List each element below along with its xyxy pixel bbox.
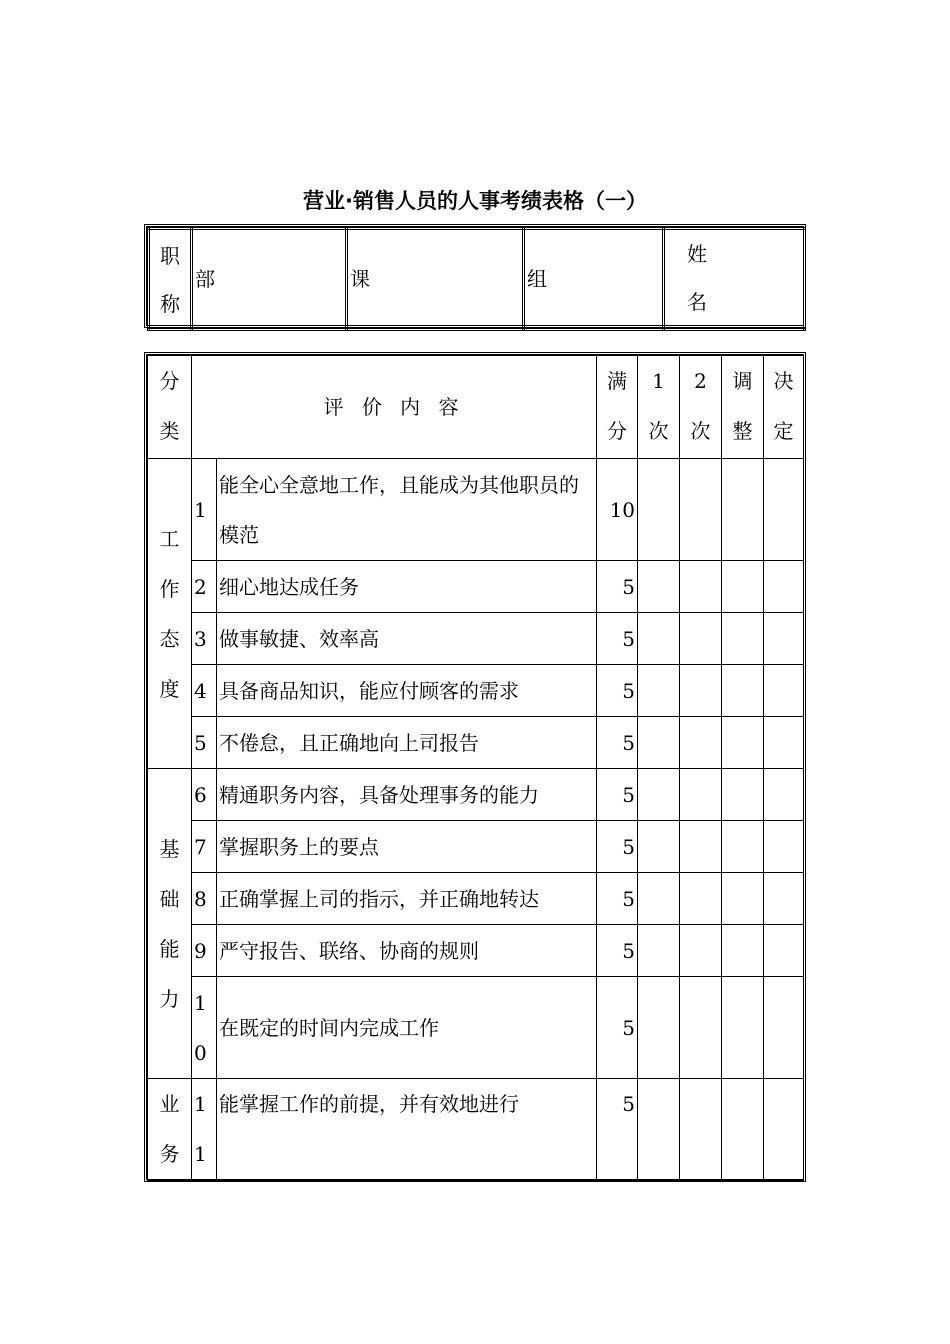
row-content: 细心地达成任务: [217, 561, 597, 613]
score-cell[interactable]: [638, 717, 680, 769]
score-cell[interactable]: [764, 717, 804, 769]
score-cell[interactable]: [722, 561, 764, 613]
row-score: 5: [597, 1079, 638, 1181]
score-cell[interactable]: [764, 665, 804, 717]
score-cell[interactable]: [722, 769, 764, 821]
row-content: 能掌握工作的前提，并有效地进行: [217, 1079, 597, 1181]
row-no: 4: [192, 665, 217, 717]
score-cell[interactable]: [764, 821, 804, 873]
col-second: 2次: [690, 369, 711, 443]
section-label: 课: [350, 267, 370, 291]
row-no: 1: [192, 459, 217, 561]
score-cell[interactable]: [722, 821, 764, 873]
score-cell[interactable]: [722, 717, 764, 769]
dept-label: 部: [195, 267, 215, 291]
dept-field[interactable]: [192, 229, 347, 330]
score-cell[interactable]: [638, 459, 680, 561]
score-cell[interactable]: [680, 561, 722, 613]
score-cell[interactable]: [722, 977, 764, 1079]
score-cell[interactable]: [680, 613, 722, 665]
row-no: 6: [192, 769, 217, 821]
score-cell[interactable]: [722, 925, 764, 977]
col-adjust: 调整: [732, 369, 753, 443]
score-cell[interactable]: [764, 459, 804, 561]
score-cell[interactable]: [764, 769, 804, 821]
row-content: 做事敏捷、效率高: [217, 613, 597, 665]
row-content: 不倦怠，且正确地向上司报告: [217, 717, 597, 769]
score-cell[interactable]: [764, 977, 804, 1079]
score-cell[interactable]: [680, 665, 722, 717]
row-no: 5: [192, 717, 217, 769]
row-content: 掌握职务上的要点: [217, 821, 597, 873]
score-cell[interactable]: [638, 613, 680, 665]
row-no: 2: [192, 561, 217, 613]
row-score: 5: [597, 873, 638, 925]
row-score: 10: [597, 459, 638, 561]
score-cell[interactable]: [638, 873, 680, 925]
row-content: 正确掌握上司的指示，并正确地转达: [217, 873, 597, 925]
row-score: 5: [597, 561, 638, 613]
score-cell[interactable]: [638, 821, 680, 873]
col-content: 评 价 内 容: [192, 356, 597, 459]
col-full: 满分: [607, 369, 628, 443]
score-cell[interactable]: [638, 665, 680, 717]
score-cell[interactable]: [680, 925, 722, 977]
score-cell[interactable]: [638, 561, 680, 613]
score-cell[interactable]: [680, 1079, 722, 1181]
score-cell[interactable]: [680, 769, 722, 821]
score-cell[interactable]: [680, 459, 722, 561]
row-score: 5: [597, 613, 638, 665]
row-no: 11: [192, 1079, 217, 1181]
row-no: 8: [192, 873, 217, 925]
score-cell[interactable]: [638, 977, 680, 1079]
name-field[interactable]: [664, 229, 805, 330]
row-no: 10: [192, 977, 217, 1079]
col-category: 分类: [159, 369, 180, 443]
row-content: 能全心全意地工作，且能成为其他职员的模范: [217, 459, 597, 561]
section-field[interactable]: [347, 229, 524, 330]
score-cell[interactable]: [680, 821, 722, 873]
group-label: 组: [527, 267, 547, 291]
employee-info-table: [144, 224, 806, 328]
score-cell[interactable]: [722, 873, 764, 925]
row-content: 具备商品知识，能应付顾客的需求: [217, 665, 597, 717]
score-cell[interactable]: [764, 873, 804, 925]
score-cell[interactable]: [680, 717, 722, 769]
row-score: 5: [597, 769, 638, 821]
score-cell[interactable]: [722, 1079, 764, 1181]
row-no: 7: [192, 821, 217, 873]
score-cell[interactable]: [722, 459, 764, 561]
group-work-attitude: 工作态度: [159, 526, 180, 701]
name-label: 姓名: [687, 242, 707, 314]
score-cell[interactable]: [638, 769, 680, 821]
row-content: 在既定的时间内完成工作: [217, 977, 597, 1079]
row-no: 3: [192, 613, 217, 665]
row-score: 5: [597, 925, 638, 977]
row-no: 9: [192, 925, 217, 977]
score-cell[interactable]: [680, 977, 722, 1079]
score-cell[interactable]: [638, 925, 680, 977]
col-decision: 决定: [773, 369, 794, 443]
row-score: 5: [597, 665, 638, 717]
row-content: 严守报告、联络、协商的规则: [217, 925, 597, 977]
row-score: 5: [597, 821, 638, 873]
score-cell[interactable]: [680, 873, 722, 925]
score-cell[interactable]: [722, 613, 764, 665]
group-field[interactable]: [524, 229, 664, 330]
score-cell[interactable]: [764, 1079, 804, 1181]
page-title: 营业·销售人员的人事考绩表格（一）: [303, 189, 647, 213]
group-basic-ability: 基础能力: [159, 836, 180, 1011]
score-cell[interactable]: [638, 1079, 680, 1181]
score-cell[interactable]: [764, 613, 804, 665]
col-first: 1次: [648, 369, 669, 443]
score-cell[interactable]: [764, 925, 804, 977]
score-cell[interactable]: [764, 561, 804, 613]
row-content: 精通职务内容，具备处理事务的能力: [217, 769, 597, 821]
evaluation-table: [144, 352, 806, 1182]
row-score: 5: [597, 717, 638, 769]
row-score: 5: [597, 977, 638, 1079]
group-business: 业务: [159, 1092, 180, 1166]
position-label: 职称: [149, 229, 192, 330]
score-cell[interactable]: [722, 665, 764, 717]
